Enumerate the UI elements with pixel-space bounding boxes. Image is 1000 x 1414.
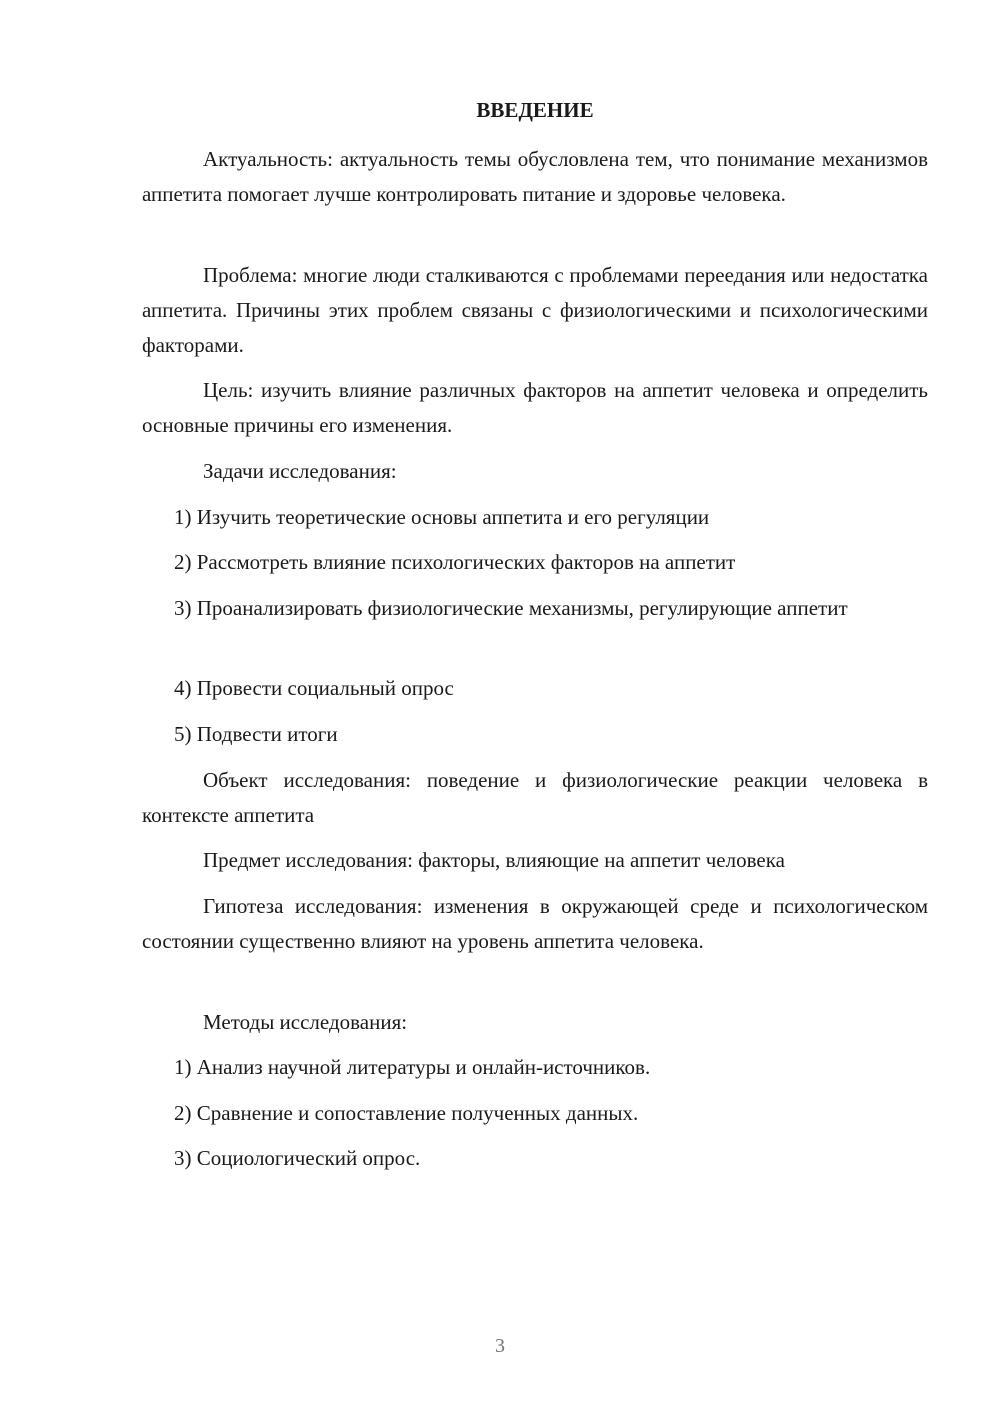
task-item-5: 5) Подвести итоги: [174, 722, 338, 746]
relevance-paragraph: Актуальность: актуальность темы обусловлена тем, что понимание механизмов аппетита помогает лучше контролировать питание и здоровье человека.: [142, 147, 928, 206]
hypothesis-paragraph: Гипотеза исследования: изменения в окружающей среде и психологическом состоянии существенно влияют на уровень аппетита человека.: [142, 894, 928, 953]
tasks-heading: Задачи исследования:: [203, 459, 397, 483]
goal-paragraph: Цель: изучить влияние различных факторов на аппетит человека и определить основные причины его изменения.: [142, 378, 928, 437]
method-item-3: 3) Социологический опрос.: [174, 1146, 421, 1170]
method-item-1: 1) Анализ научной литературы и онлайн-источников.: [174, 1055, 651, 1079]
page-number: 3: [495, 1335, 505, 1357]
problem-paragraph: Проблема: многие люди сталкиваются с проблемами переедания или недостатка аппетита. Причины этих проблем связаны с физиологическими и психологическими факторами.: [142, 263, 928, 357]
section-title: ВВЕДЕНИЕ: [476, 98, 594, 122]
task-item-2: 2) Рассмотреть влияние психологических факторов на аппетит: [174, 550, 736, 574]
task-item-3: 3) Проанализировать физиологические механизмы, регулирующие аппетит: [174, 596, 848, 620]
method-item-2: 2) Сравнение и сопоставление полученных данных.: [174, 1101, 639, 1125]
subject-paragraph: Предмет исследования: факторы, влияющие на аппетит человека: [203, 848, 785, 872]
task-item-1: 1) Изучить теоретические основы аппетита и его регуляции: [174, 505, 710, 529]
methods-heading: Методы исследования:: [203, 1010, 408, 1034]
task-item-4: 4) Провести социальный опрос: [174, 676, 454, 700]
object-paragraph: Объект исследования: поведение и физиологические реакции человека в контексте аппетита: [142, 768, 928, 827]
